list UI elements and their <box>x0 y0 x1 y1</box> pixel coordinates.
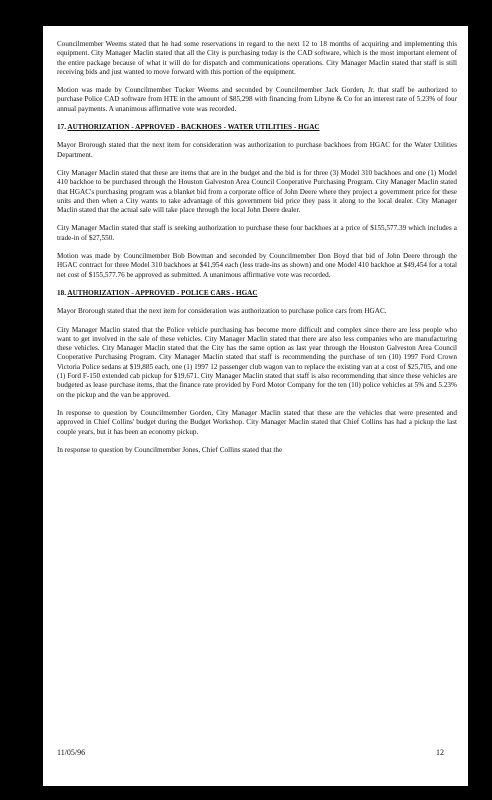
section-number-18: 18. <box>57 288 66 297</box>
paragraph-backhoes-price: City Manager Maclin stated that staff is seeking authorization to purchase these four backhoes at a price of $155,577.39 which includes a trade-in of $27,550. <box>57 224 457 242</box>
section-heading-18 <box>57 289 457 298</box>
paragraph-police-cars-intro: Mayor Brorough stated that the next item for consideration was authorization to purchase police cars from HGAC. <box>57 307 387 316</box>
paragraph-police-cars-question: In response to question by Councilmember Gorden, City Manager Maclin stated that these are the vehicles that were presented and approved in Chief Collins' budget during the Budget Workshop. City Manager Maclin stated that Chief Collins has had a pickup the last couple years, but it has been an economy pickup. <box>57 408 457 436</box>
section-heading-17 <box>57 123 457 132</box>
document-page <box>43 26 468 786</box>
paragraph-police-cars-details: City Manager Maclin stated that the Police vehicle purchasing has become more difficult and complex since there are less people who want to get involved in the sale of these vehicles. City Manager Maclin stated that there are also less companies who are manufacturing these vehicles. City Manager Maclin stated that the City has the same option as last year through the Houston Galveston Area Council Cooperative Purchasing Program. City Manager Maclin stated that staff is recommending the purchase of ten (10) 1997 Ford Crown Victoria Police sedans at $19,885 each, one (1) 1997 12 passenger club wagon van to replace the existing van at a cost of $25,705, and one (1) Ford F-150 extended cab pickup for $19,671. City Manager Maclin stated that staff is also recommending that since these vehicles are budgeted as lease purchase items, that the finance rate provided by Ford Motor Company for the ten (10) police vehicles at 5% and 5.23% on the pickup and the van be approved. <box>57 325 457 399</box>
page-footer <box>57 748 444 757</box>
paragraph-police-cars-question-2: In response to question by Councilmember Jones, Chief Collins stated that the <box>57 445 283 454</box>
footer-page-number: 12 <box>436 748 444 757</box>
paragraph-cad-reservations: Councilmember Weems stated that he had some reservations in regard to the next 12 to 18 months of acquiring and implementing this equipment. City Manager Maclin stated that all the City is purchasing today is the CAD software, which is the most important element of the entire package because of what it will do for dispatch and communications operations. City Manager Maclin stated that staff is still receiving bids and just wanted to move forward with this portion of the equipment. <box>57 40 457 76</box>
paragraph-cad-motion: Motion was made by Councilmember Tucker Weems and seconded by Councilmember Jack Gorden, Jr. that staff be authorized to purchase Police CAD software from HTE in the amount of $85,298 with financing from Libyne & Co for an interest rate of 5.23% of four annual payments. A unanimous affirmative vote was recorded. <box>57 86 457 113</box>
paragraph-backhoes-intro: Mayor Brorough stated that the next item for consideration was authorization to purchase backhoes from HGAC for the Water Utilities Department. <box>57 141 457 159</box>
document-body <box>57 40 457 464</box>
section-title-18: AUTHORIZATION - APPROVED - POLICE CARS - HGAC <box>67 288 258 297</box>
footer-date: 11/05/96 <box>57 748 86 757</box>
section-number-17: 17. <box>57 123 66 132</box>
section-title-17: AUTHORIZATION - APPROVED - BACKHOES - WATER UTILITIES - HGAC <box>67 123 320 132</box>
paragraph-backhoes-hgac: City Manager Maclin stated that these are items that are in the budget and the bid is for three (3) Model 310 backhoes and one (1) Model 410 backhoe to be purchased through the Houston Galveston Area Council Cooperative Purchasing Program. City Manager Maclin stated that HGAC's purchasing program was a blanket bid from a corporate office of John Deere where they project a government price for these units and then when a City wants to take advantage of this government bid price they pass it along to the local dealer. City Manager Maclin stated that the actual sale will take place through the local John Deere dealer. <box>57 168 457 215</box>
paragraph-backhoes-motion: Motion was made by Councilmember Bob Bowman and seconded by Councilmember Don Boyd that bid of John Deere through the HGAC contract for three Model 310 backhoes at $41,954 each (less trade-ins as shown) and one Model 410 backhoe at $49,454 for a total net cost of $155,577.76 be approved as submitted. A unanimous affirmative vote was recorded. <box>57 252 457 279</box>
